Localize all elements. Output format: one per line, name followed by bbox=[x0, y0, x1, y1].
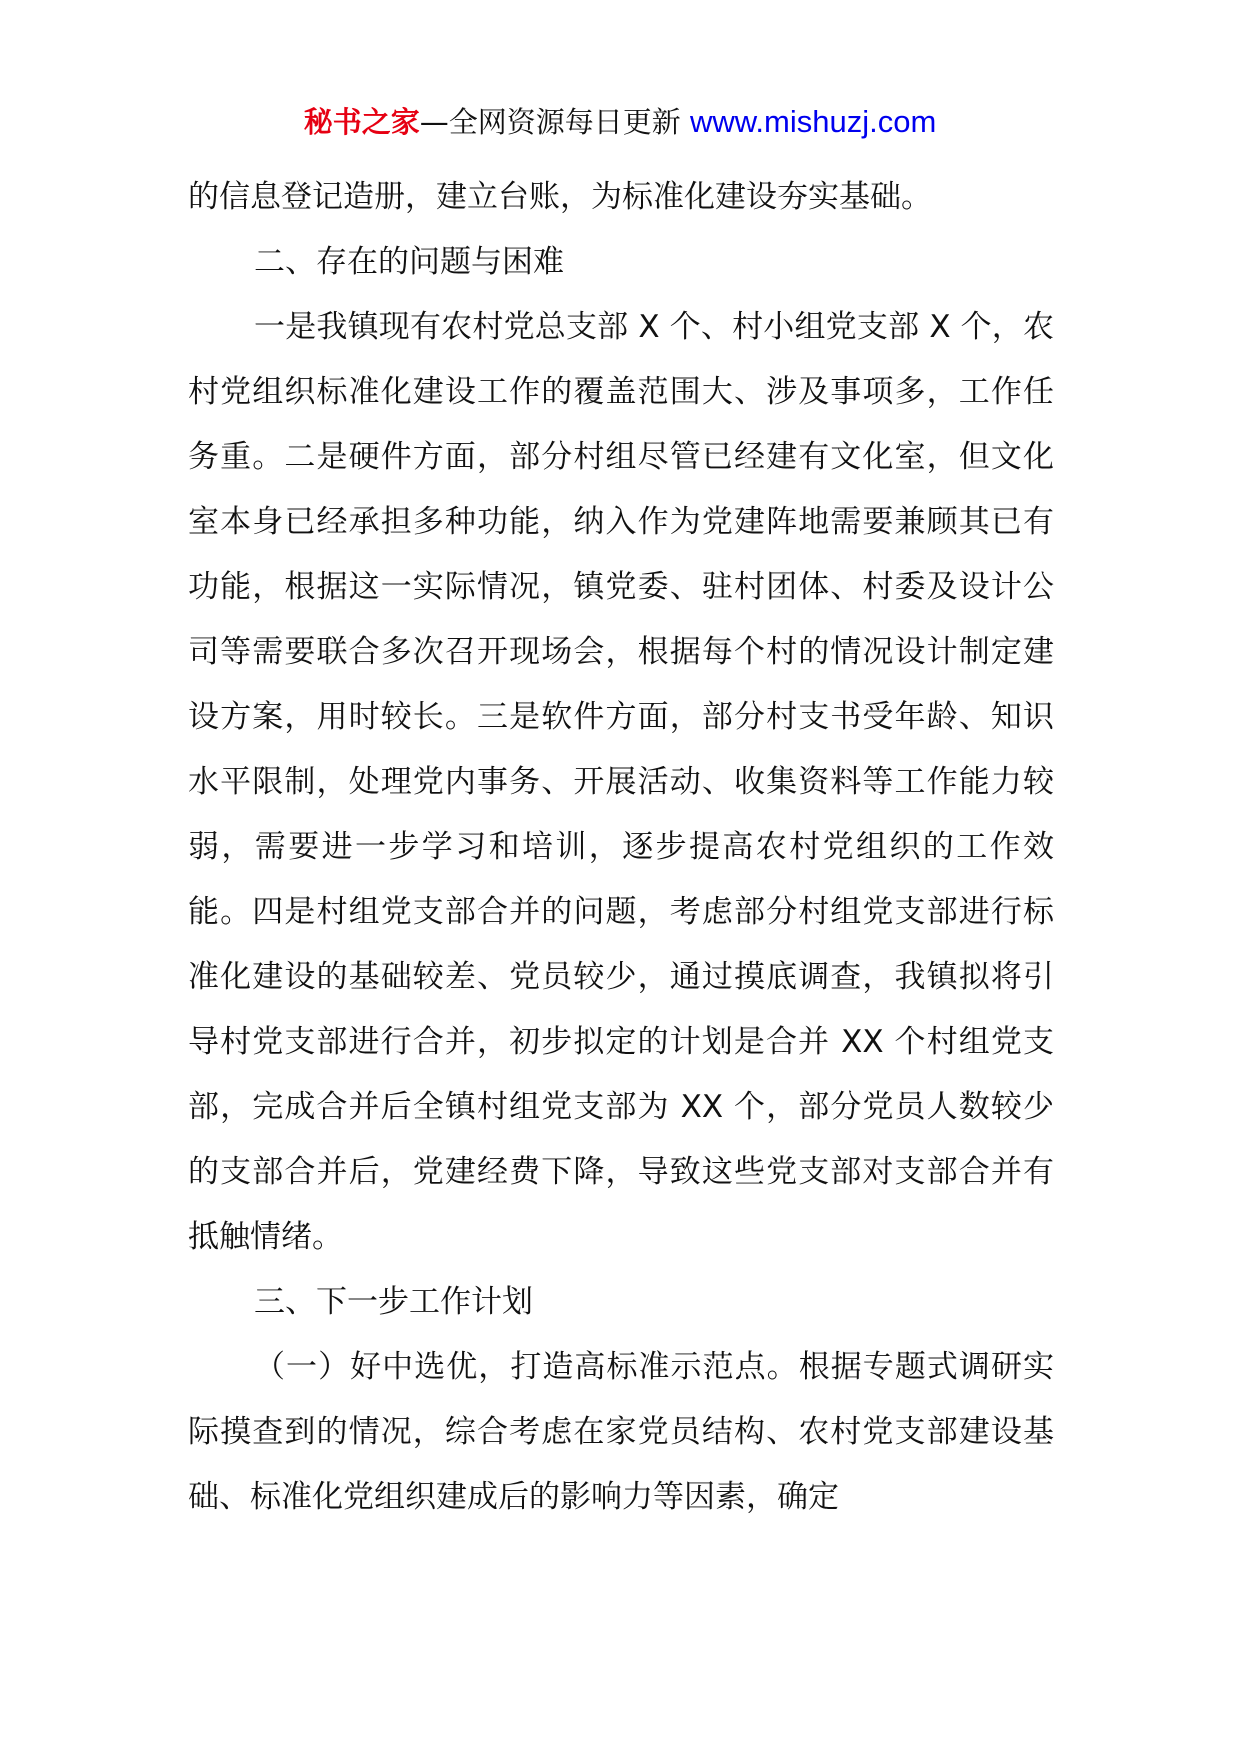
section-heading-problems: 二、存在的问题与困难 bbox=[254, 244, 564, 280]
site-url-link[interactable]: www.mishuzj.com bbox=[689, 104, 937, 139]
problems-paragraph: 一是我镇现有农村党总支部 X 个、村小组党支部 X 个，农村党组织标准化建设工作的覆盖范围大、涉及事项多，工作任务重。二是硬件方面，部分村组尽管已经建有文化室，但文化室本身已经承担多种功能，纳入作为党建阵地需要兼顾其已有功能，根据这一实际情况，镇党委、驻村团体、村委及设计公司等需要联合多次召开现场会，根据每个村的情况设计制定建设方案，用时较长。三是软件方面，部分村支书受年龄、知识水平限制，处理党内事务、开展活动、收集资料等工作能力较弱，需要进一步学习和培训，逐步提高农村党组织的工作效能。四是村组党支部合并的问题，考虑部分村组党支部进行标准化建设的基础较差、党员较少，通过摸底调查，我镇拟将引导村党支部进行合并，初步拟定的计划是合并 XX 个村组党支部，完成合并后全镇村组党支部为 XX 个，部分党员人数较少的支部合并后，党建经费下降，导致这些党支部对支部合并有抵触情绪。 bbox=[188, 309, 1054, 1255]
continued-paragraph: 的信息登记造册，建立台账，为标准化建设夯实基础。 bbox=[188, 179, 932, 215]
header-tagline: —全网资源每日更新 bbox=[419, 105, 690, 139]
next-steps-paragraph: （一）好中选优，打造高标准示范点。根据专题式调研实际摸查到的情况，综合考虑在家党员结构、农村党支部建设基础、标准化党组织建成后的影响力等因素，确定 bbox=[188, 1349, 1054, 1515]
site-header bbox=[0, 102, 1240, 142]
section-heading-next-steps: 三、下一步工作计划 bbox=[254, 1284, 533, 1320]
brand-name: 秘书之家 bbox=[303, 105, 420, 139]
document-body bbox=[188, 165, 1054, 1530]
